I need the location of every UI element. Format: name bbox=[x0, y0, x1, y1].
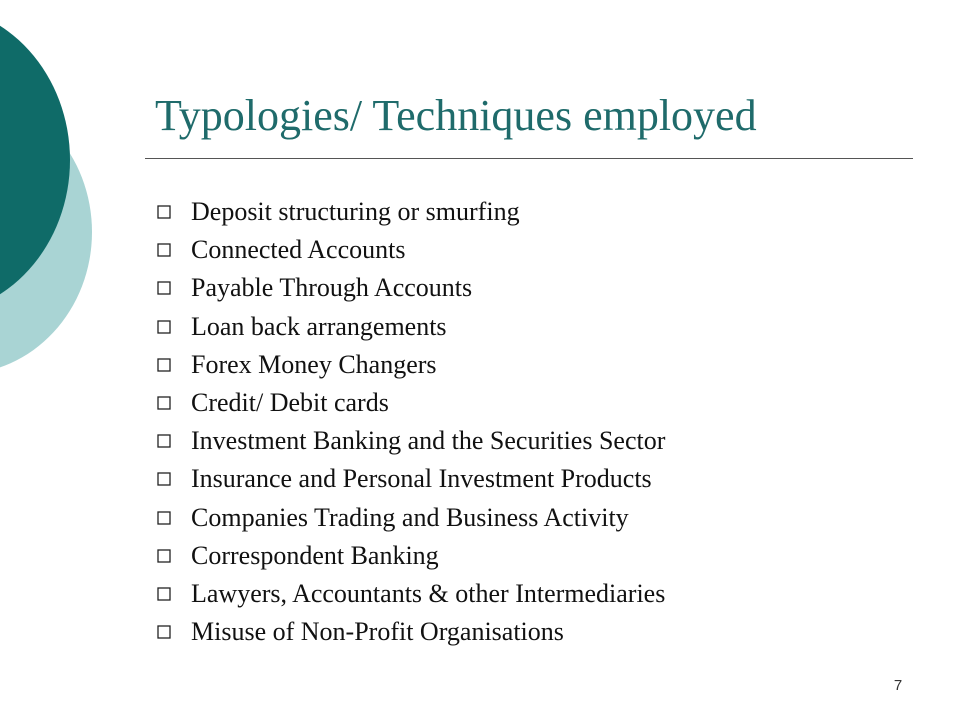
title-divider bbox=[145, 158, 913, 159]
hollow-square-icon bbox=[157, 320, 171, 334]
hollow-square-icon bbox=[157, 281, 171, 295]
hollow-square-icon bbox=[157, 396, 171, 410]
hollow-square-icon bbox=[157, 358, 171, 372]
bullet-text: Payable Through Accounts bbox=[191, 273, 473, 303]
bullet-text: Companies Trading and Business Activity bbox=[191, 502, 629, 532]
hollow-square-icon bbox=[157, 434, 171, 448]
bullet-text: Correspondent Banking bbox=[191, 540, 439, 570]
slide-title: Typologies/ Techniques employed bbox=[155, 91, 757, 140]
hollow-square-icon bbox=[157, 511, 171, 525]
hollow-square-icon bbox=[157, 205, 171, 219]
hollow-square-icon bbox=[157, 472, 171, 486]
slide-number: 7 bbox=[893, 677, 903, 694]
hollow-square-icon bbox=[157, 549, 171, 563]
bullet-text: Loan back arrangements bbox=[191, 311, 447, 341]
bullet-text: Forex Money Changers bbox=[191, 349, 437, 379]
hollow-square-icon bbox=[157, 625, 171, 639]
decorative-circles bbox=[0, 0, 100, 380]
bullet-text: Insurance and Personal Investment Products bbox=[191, 464, 652, 494]
hollow-square-icon bbox=[157, 243, 171, 257]
bullet-text: Credit/ Debit cards bbox=[191, 387, 389, 417]
bullet-text: Deposit structuring or smurfing bbox=[191, 197, 520, 226]
hollow-square-icon bbox=[157, 587, 171, 601]
bullet-text: Misuse of Non-Profit Organisations bbox=[191, 617, 564, 647]
bullet-text: Lawyers, Accountants & other Intermediaries bbox=[191, 578, 666, 608]
bullet-text: Investment Banking and the Securities Sector bbox=[191, 426, 666, 456]
bullet-text: Connected Accounts bbox=[191, 235, 406, 265]
